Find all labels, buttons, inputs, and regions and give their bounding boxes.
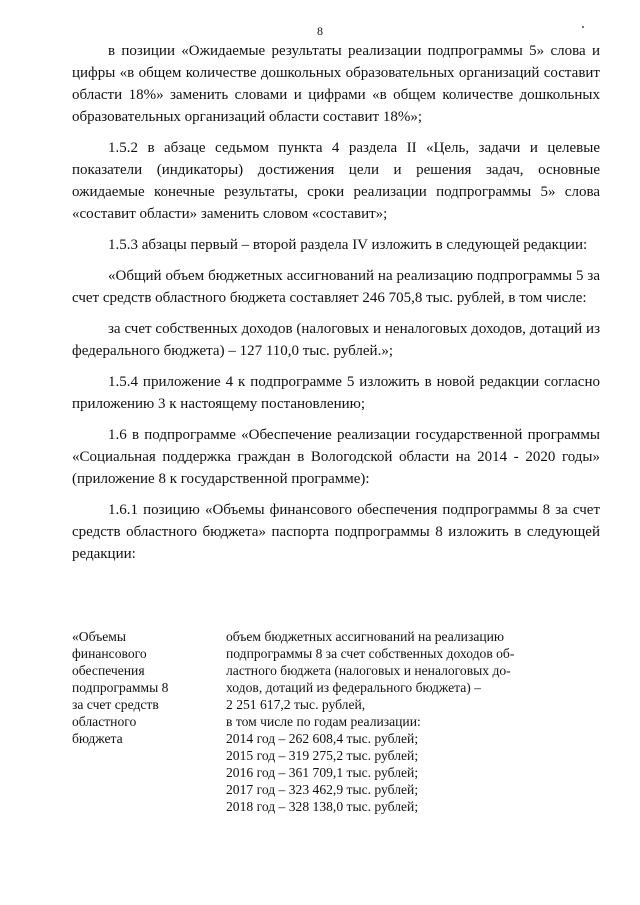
- passport-line: подпрограммы 8 за счет собственных доходов об-: [226, 646, 515, 661]
- passport-value-cell: [226, 628, 566, 815]
- passport-line: ластного бюджета (налоговых и неналоговых до-: [226, 663, 511, 678]
- paragraph-1-5-4: 1.5.4 приложение 4 к подпрограмме 5 изложить в новой редакции согласно приложению 3 к настоящему постановлению;: [72, 374, 600, 412]
- paragraph-1-6: 1.6 в подпрограмме «Обеспечение реализации государственной программы «Социальная поддержка граждан в Вологодской области на 2014 - 2020 годы» (приложение 8 к государственной программе):: [72, 427, 600, 487]
- document-body: [72, 40, 600, 574]
- passport-year-2018: 2018 год – 328 138,0 тыс. рублей;: [226, 799, 419, 814]
- passport-year-2015: 2015 год – 319 275,2 тыс. рублей;: [226, 748, 419, 763]
- passport-label-cell: «Объемы финансового обеспечения подпрограммы 8 за счет средств областного бюджета: [72, 629, 169, 746]
- passport-year-2016: 2016 год – 361 709,1 тыс. рублей;: [226, 765, 419, 780]
- paragraph-1-6-1: 1.6.1 позицию «Объемы финансового обеспечения подпрограммы 8 за счет средств областного бюджета» паспорта подпрограммы 8 изложить в следующей редакции:: [72, 502, 600, 562]
- paragraph-1-5-2: 1.5.2 в абзаце седьмом пункта 4 раздела II «Цель, задачи и целевые показатели (индикаторы) достижения цели и решения задач, основные ожидаемые конечные результаты, сроки реализации подпрограммы 5» слова «составит области» заменить словом «составит»;: [72, 140, 600, 222]
- page-number: 8: [317, 24, 323, 38]
- paragraph-own-revenue: за счет собственных доходов (налоговых и неналоговых доходов, дотаций из федерального бюджета) – 127 110,0 тыс. рублей.»;: [72, 321, 600, 359]
- passport-line: ходов, дотаций из федерального бюджета) –: [226, 680, 482, 695]
- paragraph-position-expected-results: в позиции «Ожидаемые результаты реализации подпрограммы 5» слова и цифры «в общем количестве дошкольных образовательных организаций составит области 18%» заменить словами и цифрами «в общем количестве дошкольных образовательных организаций области составит 18%»;: [72, 43, 600, 125]
- passport-year-2017: 2017 год – 323 462,9 тыс. рублей;: [226, 782, 419, 797]
- passport-total: 2 251 617,2 тыс. рублей,: [226, 697, 366, 712]
- paragraph-total-volume: «Общий объем бюджетных ассигнований на реализацию подпрограммы 5 за счет средств областного бюджета составляет 246 705,8 тыс. рублей, в том числе:: [72, 268, 600, 306]
- scan-dot: [582, 26, 584, 28]
- passport-line: объем бюджетных ассигнований на реализацию: [226, 629, 505, 644]
- passport-line: в том числе по годам реализации:: [226, 714, 421, 729]
- passport-year-2014: 2014 год – 262 608,4 тыс. рублей;: [226, 731, 419, 746]
- paragraph-1-5-3: 1.5.3 абзацы первый – второй раздела IV изложить в следующей редакции:: [108, 237, 588, 253]
